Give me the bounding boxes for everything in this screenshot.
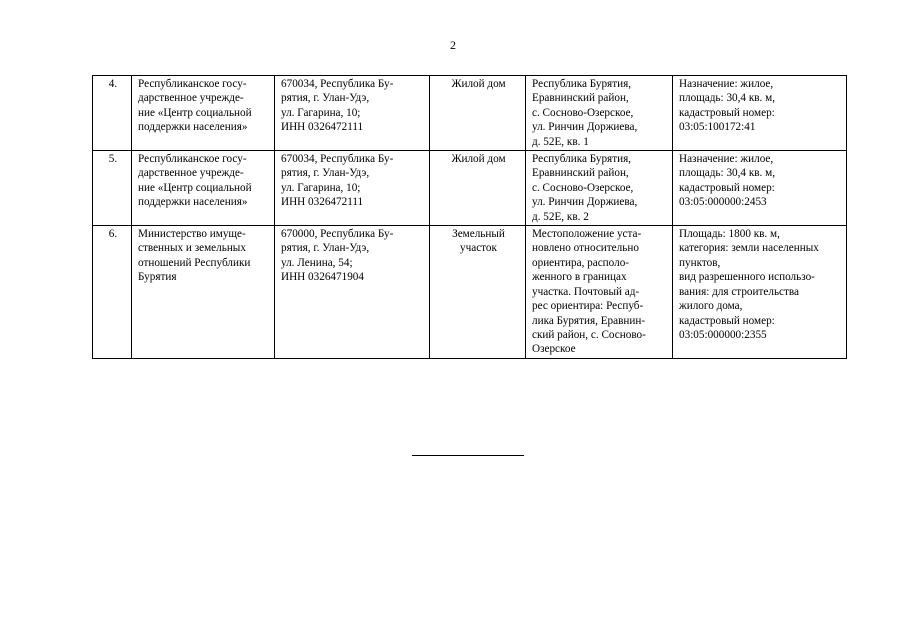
row-number-cell: 6.	[93, 226, 132, 359]
object-location-cell	[526, 76, 673, 151]
object-characteristics-cell	[673, 151, 847, 226]
holder-address-cell-line: ул. Гагарина, 10;	[281, 106, 361, 119]
rights-holder-cell	[132, 226, 275, 359]
rights-holder-cell	[132, 151, 275, 226]
object-location-cell-line: участка. Почтовый ад-	[532, 285, 640, 298]
object-location-cell-line: Республика Бурятия,	[532, 78, 632, 90]
end-of-document-line	[412, 455, 524, 456]
object-location-cell-line: д. 52Е, кв. 1	[532, 135, 589, 148]
object-characteristics-cell	[673, 226, 847, 359]
object-location-cell-line: Республика Бурятия,	[532, 153, 632, 166]
rights-holder-cell-line: ние «Центр социальной	[138, 106, 252, 119]
rights-holder-cell-line: дарственное учрежде-	[138, 167, 244, 180]
row-number-cell: 5.	[93, 151, 132, 226]
object-type-cell-line: Земельный	[452, 228, 505, 241]
object-location-cell-line: ул. Ринчин Доржиева,	[532, 196, 638, 209]
rights-holder-cell-line: Министерство имуще-	[138, 228, 246, 241]
holder-address-cell-line: ИНН 0326472111	[281, 196, 364, 209]
object-characteristics-cell-line: 03:05:100172:41	[679, 121, 756, 134]
page-number: 2	[450, 38, 456, 52]
property-table	[92, 75, 847, 359]
holder-address-cell-line: 670000, Республика Бу-	[281, 228, 394, 241]
holder-address-cell-line: ИНН 0326472111	[281, 121, 364, 134]
rights-holder-cell-line: поддержки населения»	[138, 196, 248, 209]
object-characteristics-cell-line: кадастровый номер:	[679, 314, 775, 327]
object-location-cell-line: ул. Ринчин Доржиева,	[532, 121, 638, 134]
object-location-cell-line: женного в границах	[532, 271, 627, 284]
object-characteristics-cell-line: площадь: 30,4 кв. м,	[679, 92, 776, 105]
object-characteristics-cell-line: 03:05:000000:2355	[679, 328, 767, 341]
holder-address-cell-line: рятия, г. Улан-Удэ,	[281, 92, 370, 105]
object-characteristics-cell	[673, 76, 847, 151]
object-location-cell	[526, 151, 673, 226]
object-characteristics-cell-line: жилого дома,	[679, 300, 743, 313]
row-number-cell: 4.	[93, 76, 132, 151]
rights-holder-cell-line: ние «Центр социальной	[138, 181, 252, 194]
object-type-cell-line: Жилой дом	[451, 153, 506, 166]
object-characteristics-cell-line: кадастровый номер:	[679, 106, 775, 119]
rights-holder-cell-line: Республиканское госу-	[138, 78, 247, 90]
object-type-cell-line: Жилой дом	[451, 78, 506, 90]
property-table-body	[93, 76, 847, 359]
object-location-cell-line: Местоположение уста-	[532, 228, 642, 241]
rights-holder-cell	[132, 76, 275, 151]
object-characteristics-cell-line: вид разрешенного использо-	[679, 271, 815, 284]
object-location-cell-line: Озерское	[532, 343, 576, 356]
object-type-cell	[430, 151, 526, 226]
rights-holder-cell-line: дарственное учрежде-	[138, 92, 244, 105]
object-characteristics-cell-line: площадь: 30,4 кв. м,	[679, 167, 776, 180]
holder-address-cell-line: ул. Ленина, 54;	[281, 256, 353, 269]
holder-address-cell-line: рятия, г. Улан-Удэ,	[281, 242, 370, 255]
rights-holder-cell-line: ственных и земельных	[138, 242, 246, 255]
object-characteristics-cell-line: Назначение: жилое,	[679, 78, 774, 90]
object-characteristics-cell-line: Назначение: жилое,	[679, 153, 774, 166]
rights-holder-cell-line: Бурятия	[138, 271, 177, 284]
object-location-cell-line: рес ориентира: Респуб-	[532, 300, 644, 313]
object-location-cell-line: д. 52Е, кв. 2	[532, 210, 589, 223]
object-characteristics-cell-line: кадастровый номер:	[679, 181, 775, 194]
holder-address-cell-line: ул. Гагарина, 10;	[281, 181, 361, 194]
object-location-cell-line: Еравнинский район,	[532, 167, 629, 180]
holder-address-cell-line: рятия, г. Улан-Удэ,	[281, 167, 370, 180]
object-location-cell-line: ориентира, располо-	[532, 256, 630, 269]
holder-address-cell	[275, 226, 430, 359]
rights-holder-cell-line: Республиканское госу-	[138, 153, 247, 166]
holder-address-cell	[275, 76, 430, 151]
object-type-cell-line: участок	[460, 242, 497, 255]
object-location-cell-line: Еравнинский район,	[532, 92, 629, 105]
object-type-cell	[430, 76, 526, 151]
table-row	[93, 151, 847, 226]
object-location-cell-line: новлено относительно	[532, 242, 639, 255]
object-characteristics-cell-line: Площадь: 1800 кв. м,	[679, 228, 780, 241]
table-row	[93, 76, 847, 151]
object-characteristics-cell-line: категория: земли населенных	[679, 242, 819, 255]
object-characteristics-cell-line: пунктов,	[679, 256, 721, 269]
rights-holder-cell-line: поддержки населения»	[138, 121, 248, 134]
object-location-cell-line: с. Сосново-Озерское,	[532, 181, 634, 194]
holder-address-cell-line: 670034, Республика Бу-	[281, 153, 394, 166]
rights-holder-cell-line: отношений Республики	[138, 256, 251, 269]
object-characteristics-cell-line: вания: для строительства	[679, 285, 800, 298]
holder-address-cell-line: 670034, Республика Бу-	[281, 78, 394, 90]
table-row	[93, 226, 847, 359]
holder-address-cell-line: ИНН 0326471904	[281, 271, 364, 284]
object-location-cell-line: лика Бурятия, Еравнин-	[532, 314, 646, 327]
object-characteristics-cell-line: 03:05:000000:2453	[679, 196, 767, 209]
object-location-cell	[526, 226, 673, 359]
object-location-cell-line: ский район, с. Сосново-	[532, 328, 646, 341]
object-location-cell-line: с. Сосново-Озерское,	[532, 106, 634, 119]
holder-address-cell	[275, 151, 430, 226]
object-type-cell	[430, 226, 526, 359]
